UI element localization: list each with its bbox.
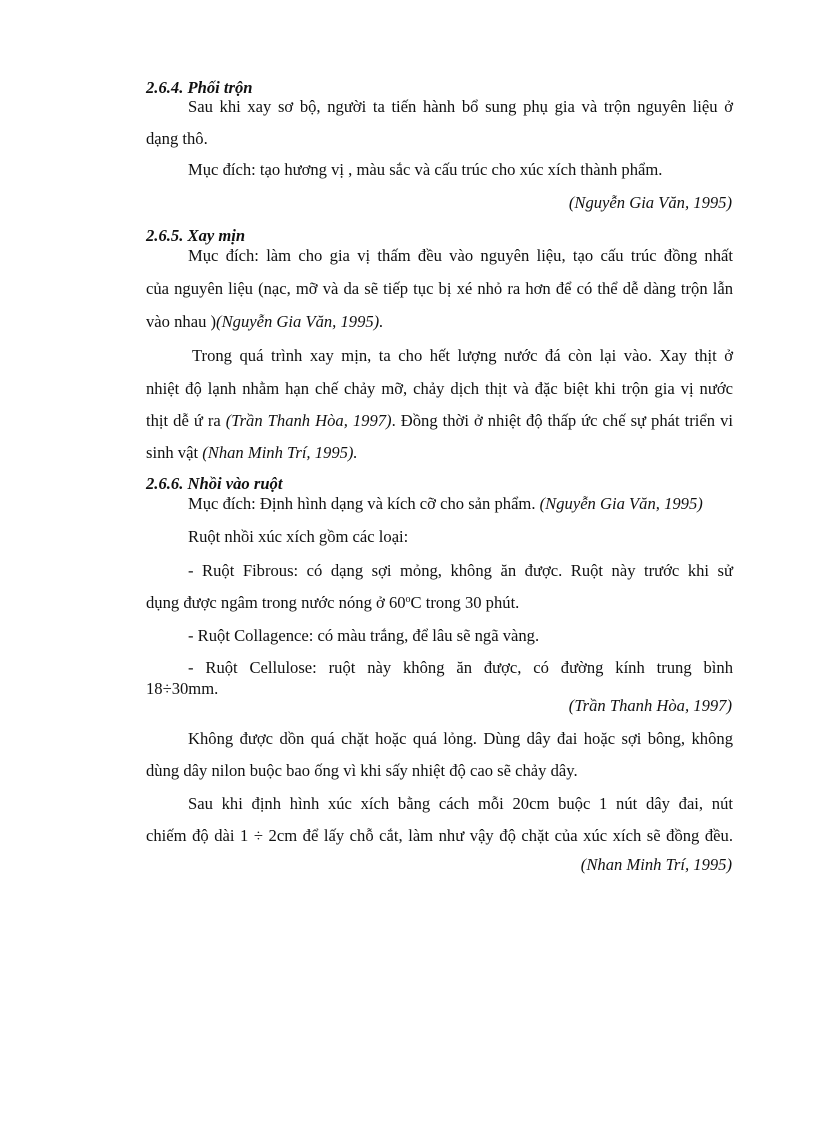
paragraph-line: Không được dồn quá chặt hoặc quá lỏng. Dùng dây đai hoặc sợi bông, không xyxy=(188,729,733,748)
citation: (Trần Thanh Hòa, 1997) xyxy=(568,696,732,715)
paragraph-line: dạng thô. xyxy=(146,129,208,148)
section-heading-2-6-6 xyxy=(146,474,282,494)
paragraph-line xyxy=(146,312,383,332)
inline-citation: (Nguyễn Gia Văn, 1995). xyxy=(216,312,384,331)
list-item-line: 18÷30mm. xyxy=(146,679,219,698)
list-item-line: - Ruột Fibrous: có dạng sợi mỏng, không ăn được. Ruột này trước khi sử xyxy=(188,561,733,580)
paragraph-line: Mục đích: tạo hương vị , màu sắc và cấu trúc cho xúc xích thành phẩm. xyxy=(188,160,663,179)
list-item-line xyxy=(146,593,519,613)
section-number: 2.6.4. xyxy=(146,78,184,97)
paragraph-text: dụng được ngâm trong nước nóng ở 60 xyxy=(146,593,406,612)
paragraph-line: Ruột nhồi xúc xích gồm các loại: xyxy=(188,527,409,546)
list-item-line: - Ruột Cellulose: ruột này không ăn được, có đường kính trung bình xyxy=(188,658,733,677)
paragraph-line: Trong quá trình xay mịn, ta cho hết lượng nước đá còn lại vào. Xay thịt ở xyxy=(192,346,733,365)
section-number: 2.6.6. xyxy=(146,474,184,493)
paragraph-text: thịt dễ ứ ra xyxy=(146,411,226,430)
paragraph-text: sinh vật xyxy=(146,443,203,462)
paragraph-line: của nguyên liệu (nạc, mỡ và da sẽ tiếp tục bị xé nhỏ ra hơn để có thể dễ dàng trộn lẫn xyxy=(146,279,733,298)
paragraph-text: vào nhau ) xyxy=(146,312,217,331)
citation: (Nhan Minh Trí, 1995) xyxy=(580,855,732,874)
section-title: Nhồi vào ruột xyxy=(187,474,283,493)
paragraph-text: Mục đích: Định hình dạng và kích cỡ cho sản phẩm. xyxy=(188,494,540,513)
paragraph-line xyxy=(146,443,358,463)
paragraph-line: Sau khi định hình xúc xích bằng cách mỗi 20cm buộc 1 nút dây đai, nút xyxy=(188,794,733,813)
inline-citation: (Nhan Minh Trí, 1995). xyxy=(202,443,358,462)
list-item-line: - Ruột Collagence: có màu trắng, để lâu sẽ ngã vàng. xyxy=(188,626,540,645)
section-title: Phối trộn xyxy=(187,78,253,97)
section-heading-2-6-5 xyxy=(146,226,245,246)
inline-citation: (Trần Thanh Hòa, 1997) xyxy=(225,411,392,430)
paragraph-line: Mục đích: làm cho gia vị thấm đều vào nguyên liệu, tạo cấu trúc đồng nhất xyxy=(188,246,733,265)
degree-superscript: o xyxy=(405,594,411,605)
section-number: 2.6.5. xyxy=(146,226,184,245)
section-heading-2-6-4 xyxy=(146,78,253,98)
paragraph-line xyxy=(188,494,703,514)
paragraph-line: Sau khi xay sơ bộ, người ta tiến hành bổ sung phụ gia và trộn nguyên liệu ở xyxy=(188,97,733,116)
paragraph-line: chiếm độ dài 1 ÷ 2cm để lấy chỗ cắt, làm như vậy độ chặt của xúc xích sẽ đồng đều. xyxy=(146,826,733,845)
paragraph-line: dùng dây nilon buộc bao ống vì khi sấy nhiệt độ cao sẽ chảy dây. xyxy=(146,761,578,780)
section-title: Xay mịn xyxy=(187,226,246,245)
paragraph-line xyxy=(146,411,733,431)
paragraph-text: . Đồng thời ở nhiệt độ thấp ức chế sự phát triển vi xyxy=(391,411,733,430)
inline-citation: (Nguyễn Gia Văn, 1995) xyxy=(539,494,703,513)
paragraph-text: C trong 30 phút. xyxy=(410,593,520,612)
citation: (Nguyễn Gia Văn, 1995) xyxy=(568,193,732,212)
paragraph-line: nhiệt độ lạnh nhằm hạn chế chảy mỡ, chảy dịch thịt và đặc biệt khi trộn gia vị nước xyxy=(146,379,733,398)
